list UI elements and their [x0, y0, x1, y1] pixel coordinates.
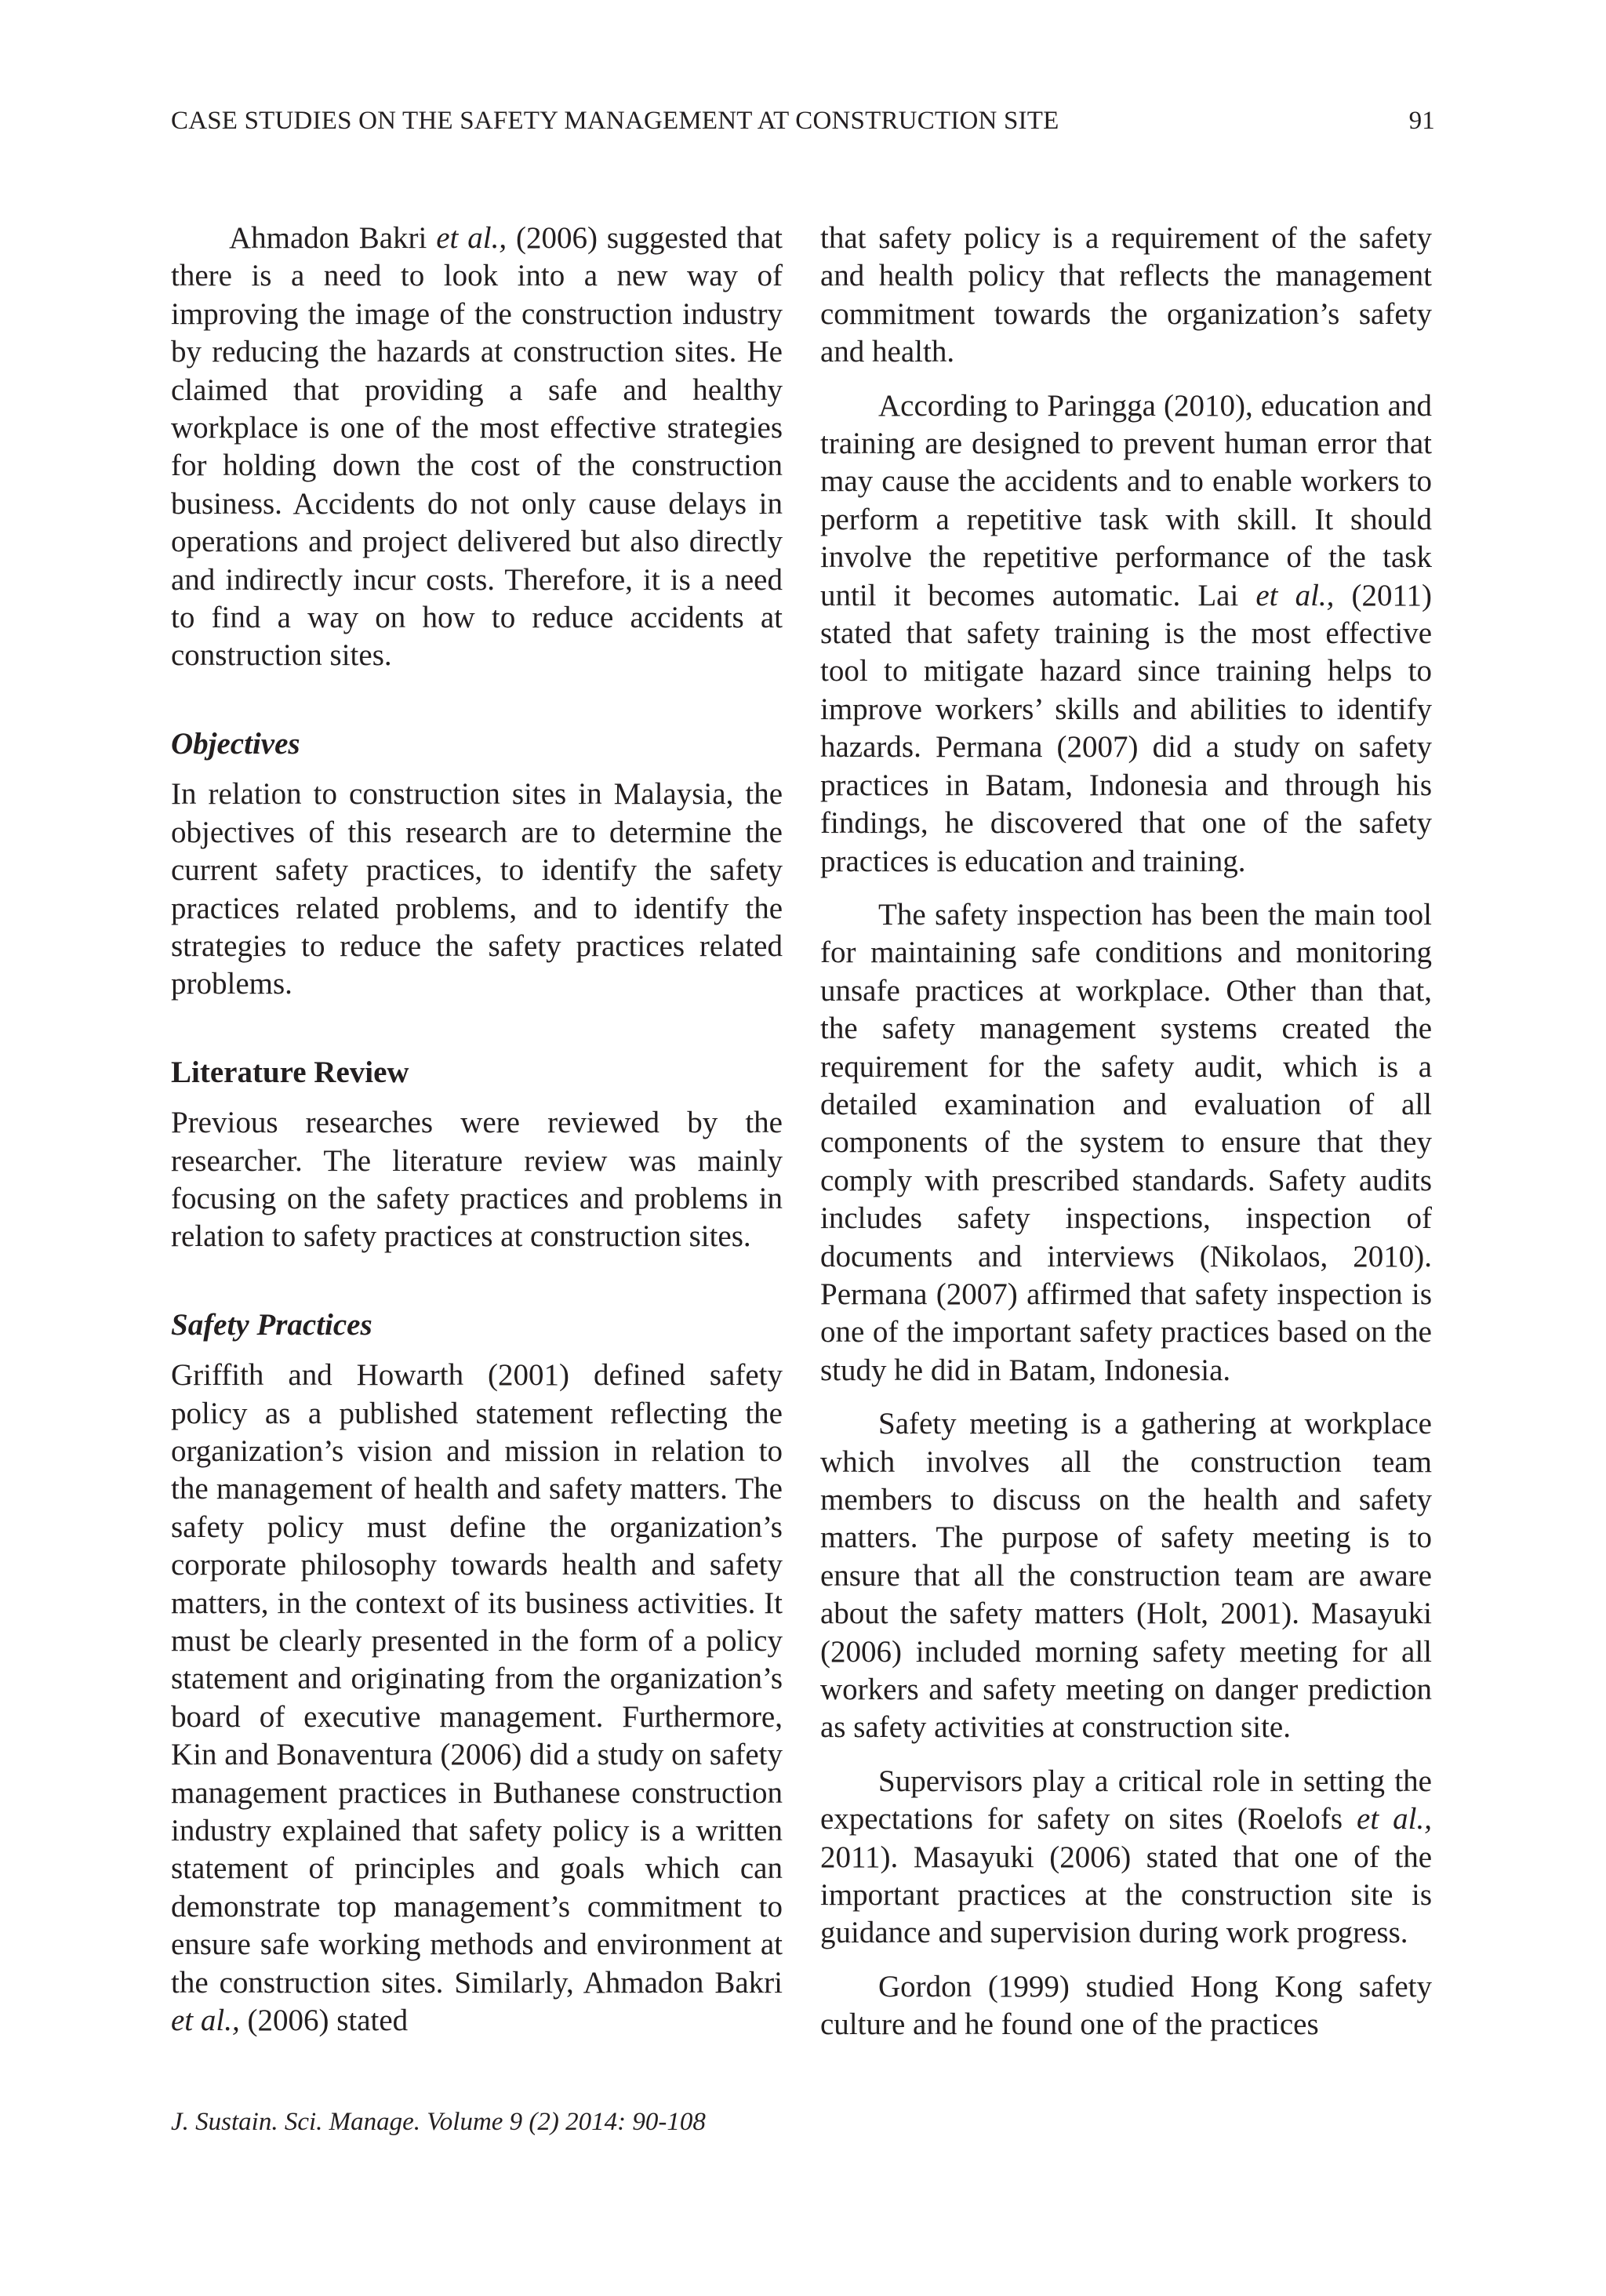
text-run: Griffith and Howarth (2001) defined safety policy as a published statement reflecting the organization’s vision and mission in relation to the management of health and safety matters. The safety policy must define the organization’s corporate philosophy towards health and safety matters, in the context of its business activities. It must be clearly presented in the form of a policy statement and originating from the organization’s board of executive management. Furthermore, Kin and Bonaventura (2006) did a study on safety management practices in Buthanese construction industry explained that safety policy is a written statement of principles and goals which can demonstrate top management’s commitment to ensure safe working methods and environment at the construction sites. Similarly, Ahmadon Bakri [171, 1358, 783, 2000]
objectives-paragraph: In relation to construction sites in Malaysia, the objectives of this research are to determine the current safety practices, to identify the safety practices related problems, and to identify the strategies to reduce the safety practices related problems. [171, 777, 783, 1001]
text-run: According to Paringga (2010), education and training are designed to prevent human error that may cause the accidents and to enable workers to perform a repetitive task with skill. It should involve the repetitive performance of the task until it becomes automatic. Lai [820, 388, 1432, 612]
page-number: 91 [1408, 107, 1435, 135]
education-training-paragraph [820, 387, 1432, 881]
right-column [820, 220, 1432, 2044]
text-run-italic: et al., [436, 221, 507, 255]
text-run: (2006) suggested that there is a need to look into a new way of improving the image of the construction industry by reducing the hazards at construction sites. He claimed that providing a safe and healthy workplace is one of the most effective strategies for holding down the cost of the construction business. Accidents do not only cause delays in operations and project delivered but also directly and indirectly incur costs. Therefore, it is a need to find a way on how to reduce accidents at construction sites. [171, 221, 783, 673]
journal-citation-footer: J. Sustain. Sci. Manage. Volume 9 (2) 2014: 90-108 [171, 2108, 706, 2136]
text-run: Ahmadon Bakri [229, 221, 437, 255]
safety-meeting-paragraph: Safety meeting is a gathering at workplace which involves all the construction team members to discuss on the health and safety matters. The purpose of safety meeting is to ensure that all the construction team are aware about the safety matters (Holt, 2001). Masayuki (2006) included morning safety meeting for all workers and safety meeting on danger prediction as safety activities at construction site. [820, 1407, 1432, 1745]
text-run-italic: et al., [171, 2004, 240, 2038]
continued-paragraph: that safety policy is a requirement of the safety and health policy that reflects the management commitment towards the organization’s safety and health. [820, 221, 1432, 369]
section-heading-literature-review: Literature Review [171, 1055, 409, 1089]
text-run-italic: et al., [1357, 1802, 1432, 1836]
supervision-paragraph [820, 1763, 1432, 1953]
section-heading-safety-practices: Safety Practices [171, 1307, 372, 1342]
text-run-italic: et al., [1255, 578, 1335, 612]
running-title: CASE STUDIES ON THE SAFETY MANAGEMENT AT CONSTRUCTION SITE [171, 107, 1059, 135]
text-run: (2011) stated that safety training is the most effective tool to mitigate hazard since training helps to improve workers’ skills and abilities to identify hazards. Permana (2007) did a study on safety practices in Batam, Indonesia and through his findings, he discovered that one of the safety practices is education and training. [820, 578, 1433, 878]
running-header [171, 107, 1435, 141]
text-run: (2006) stated [239, 2004, 409, 2038]
literature-review-paragraph: Previous researches were reviewed by the researcher. The literature review was mainly focusing on the safety practices and problems in relation to safety practices at construction sites. [171, 1106, 783, 1254]
left-column [171, 220, 783, 2040]
safety-practices-paragraph [171, 1357, 783, 2040]
safety-culture-paragraph: Gordon (1999) studied Hong Kong safety culture and he found one of the practices [820, 1969, 1432, 2042]
section-heading-objectives: Objectives [171, 726, 300, 761]
text-run: Supervisors play a critical role in setting the expectations for safety on sites (Roelofs [820, 1764, 1432, 1836]
intro-paragraph [171, 220, 783, 675]
text-run: 2011). Masayuki (2006) stated that one of the important practices at the construction site is guidance and supervision during work progress. [820, 1840, 1432, 1950]
safety-inspection-paragraph: The safety inspection has been the main tool for maintaining safe conditions and monitoring unsafe practices at workplace. Other than that, the safety management systems created the requirement for the safety audit, which is a detailed examination and evaluation of all components of the system to ensure that they comply with prescribed standards. Safety audits includes safety inspections, inspection of documents and interviews (Nikolaos, 2010). Permana (2007) affirmed that safety inspection is one of the important safety practices based on the study he did in Batam, Indonesia. [820, 897, 1432, 1387]
